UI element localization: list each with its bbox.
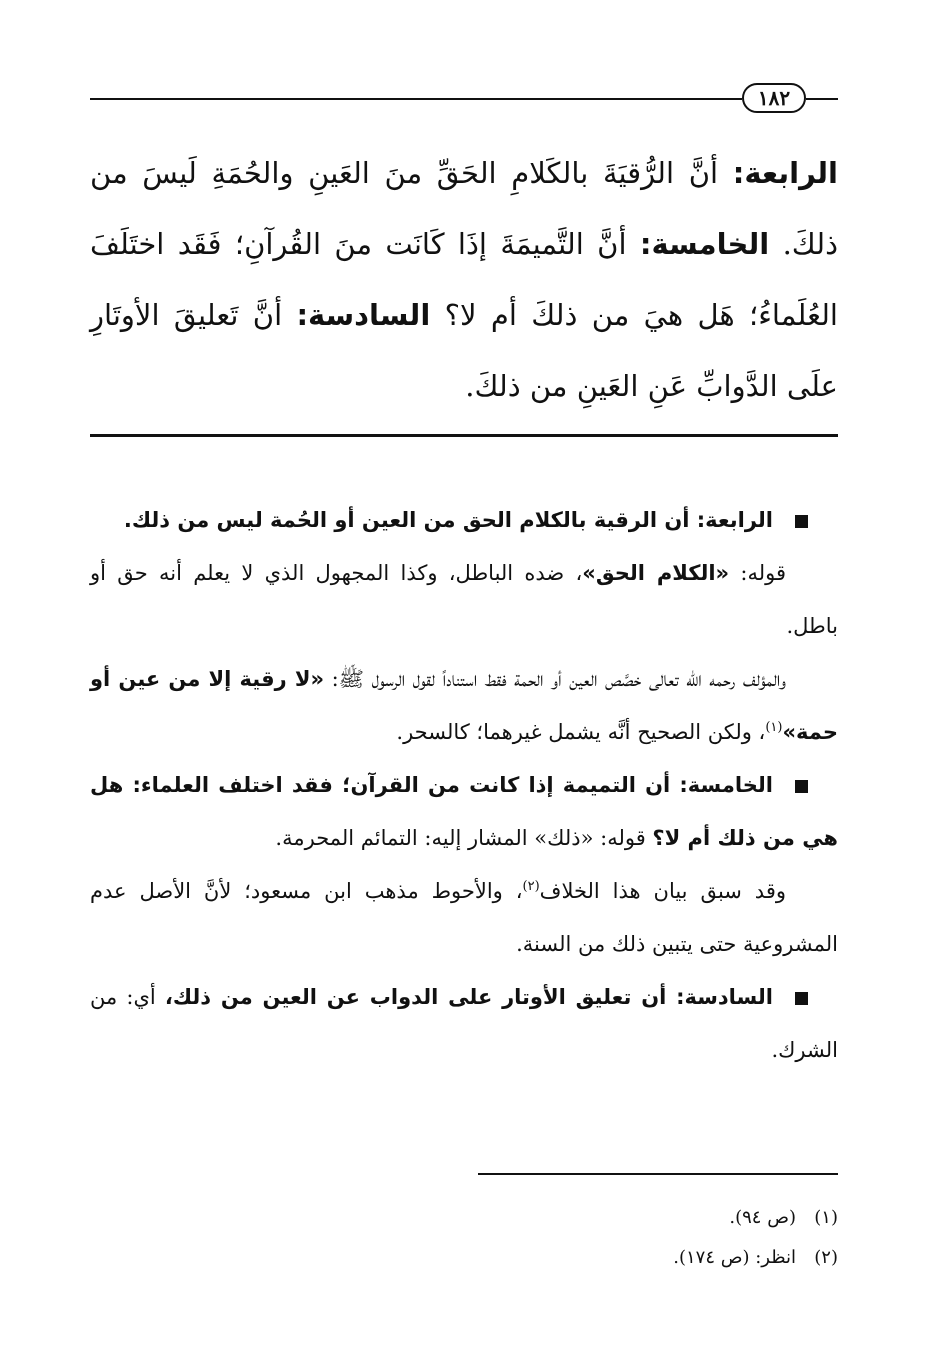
quoted-phrase: «الكلام الحق» (582, 561, 730, 585)
square-bullet-icon (795, 780, 808, 793)
footnote-item (90, 1198, 838, 1238)
footnote-ref: (٢) (522, 879, 540, 894)
paragraph-text: ، والأحوط مذهب ابن مسعود؛ لأنَّ الأصل عدم المشروعية حتى يتبين ذلك من السنة. (90, 879, 838, 956)
footnote-item (90, 1238, 838, 1278)
heading-text: السادسة: أن تعليق الأوتار على الدواب عن العين من ذلك، (164, 985, 774, 1009)
commentary-paragraph (90, 547, 838, 653)
matn-label-sixth: السادسة: (296, 298, 431, 332)
matn-label-fourth: الرابعة: (732, 156, 838, 190)
footnotes (90, 1198, 838, 1278)
matn-text-block (90, 138, 838, 422)
square-bullet-icon (795, 992, 808, 1005)
section-divider (90, 434, 838, 437)
matn-text-fourth: أنَّ الرُّقيَةَ بالكَلامِ الحَقِّ منَ العَينِ والحُمَةِ لَيسَ من ذلكَ. (90, 156, 839, 261)
footnote-number: (٢) (814, 1247, 838, 1268)
footnote-ref: (١) (765, 720, 783, 735)
commentary-heading-fifth (90, 759, 838, 865)
paragraph-text: أي: من الشرك. (90, 985, 838, 1062)
heading-text: الخامسة: أن التميمة إذا كانت من القرآن؛ فقد اختلف العلماء: هل هي من ذلك أم لا؟ (90, 773, 838, 850)
footnote-number: (١) (814, 1207, 838, 1228)
matn-text-fifth: أنَّ التَّميمَةَ إذَا كَانَت منَ القُرآنِ؛ فَقَد اختَلَفَ العُلَماءُ؛ هَل هيَ من ذلكَ أم لا؟ (90, 227, 838, 332)
commentary-paragraph (90, 653, 838, 759)
paragraph-prefix: قوله: (729, 561, 786, 585)
paragraph-text: قوله: «ذلك» المشار إليه: التمائم المحرمة. (275, 826, 653, 850)
footnote-text: انظر: (ص ١٧٤). (673, 1247, 796, 1268)
heading-text: الرابعة: أن الرقية بالكلام الحق من العين أو الحُمة ليس من ذلك. (123, 508, 773, 532)
header-rule-left (90, 98, 742, 100)
footnote-rule (478, 1173, 838, 1175)
square-bullet-icon (795, 515, 808, 528)
commentary-block (90, 494, 838, 1077)
commentary-heading-fourth (90, 494, 838, 547)
commentary-paragraph (90, 865, 838, 971)
paragraph-text: ، ولكن الصحيح أنَّه يشمل غيرهما؛ كالسحر. (396, 720, 766, 744)
paragraph-text: والمؤلف رحمه الله تعالى خصَّص العين أو الحمة فقط استناداً لقول الرسول ﷺ: (324, 667, 786, 691)
matn-text-sixth: أنَّ تَعليقَ الأوتَارِ علَى الدَّوابِّ عَنِ العَينِ من ذلكَ. (90, 298, 838, 403)
commentary-heading-sixth (90, 971, 838, 1077)
footnote-text: (ص ٩٤). (729, 1207, 796, 1228)
paragraph-text: ، ضده الباطل، وكذا المجهول الذي لا يعلم أنه حق أو باطل. (90, 561, 838, 638)
paragraph-text: وقد سبق بيان هذا الخلاف (539, 879, 787, 903)
page-number-badge: ١٨٢ (742, 83, 806, 113)
header-rule-right (806, 98, 838, 100)
matn-label-fifth: الخامسة: (639, 227, 770, 261)
hadith-quote: «لا رقية إلا من عين أو حمة» (90, 667, 838, 744)
matn-paragraph (90, 138, 838, 422)
